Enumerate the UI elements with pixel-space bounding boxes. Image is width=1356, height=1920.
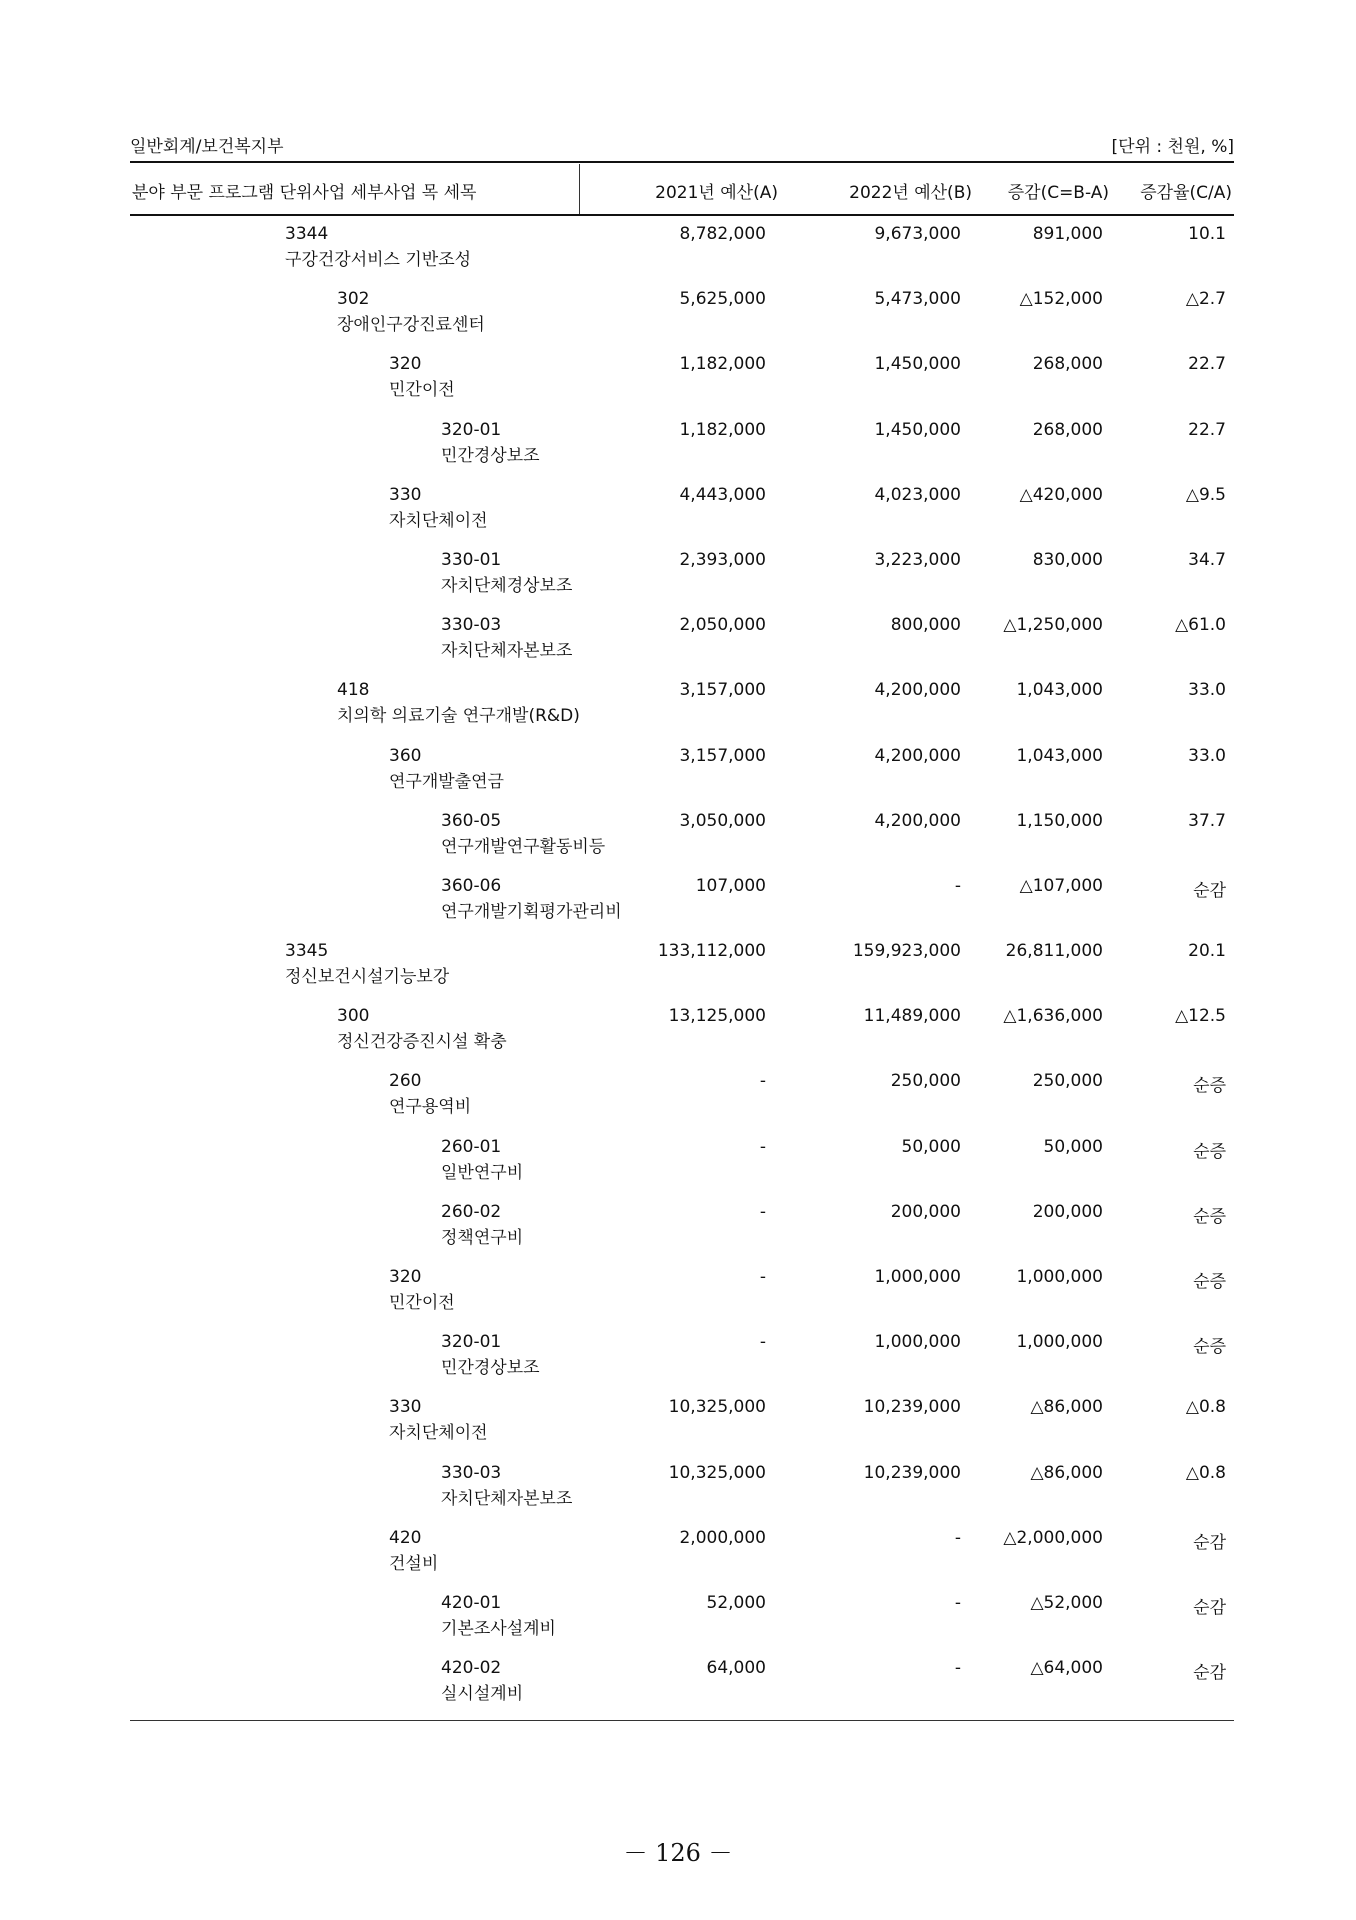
row-budget-2022: - xyxy=(954,1592,961,1613)
table-row xyxy=(130,1200,1234,1265)
table-row xyxy=(130,287,1234,352)
row-budget-2021: - xyxy=(759,1332,766,1353)
row-code: 330-03 xyxy=(441,1462,502,1483)
row-code: 418 xyxy=(337,680,370,701)
row-name: 일반연구비 xyxy=(441,1162,524,1183)
unit-label: [단위 : 천원, %] xyxy=(1111,137,1234,157)
row-budget-2021: 52,000 xyxy=(706,1592,766,1613)
row-rate: 순증 xyxy=(1193,1141,1226,1162)
table-row xyxy=(130,352,1234,417)
column-header-2021: 2021년 예산(A) xyxy=(655,183,778,203)
column-header-rate: 증감율(C/A) xyxy=(1140,183,1232,203)
row-diff: 1,000,000 xyxy=(1016,1267,1103,1287)
row-rate: 순감 xyxy=(1193,1597,1226,1618)
row-rate: 37.7 xyxy=(1188,810,1226,831)
row-rate: △0.8 xyxy=(1185,1397,1226,1418)
row-code: 320 xyxy=(389,1267,422,1287)
row-code: 320-01 xyxy=(441,419,502,440)
row-diff: △86,000 xyxy=(1030,1397,1103,1418)
row-name: 자치단체자본보조 xyxy=(441,641,573,662)
row-name: 자치단체이전 xyxy=(389,1423,488,1444)
row-diff: 50,000 xyxy=(1043,1136,1103,1157)
row-rate: 20.1 xyxy=(1188,941,1226,962)
row-budget-2021: 1,182,000 xyxy=(679,354,766,375)
table-row xyxy=(130,678,1234,743)
row-rate: 순감 xyxy=(1193,880,1226,901)
row-budget-2021: 3,157,000 xyxy=(679,745,766,766)
row-budget-2022: 159,923,000 xyxy=(852,941,961,962)
row-rate: 순증 xyxy=(1193,1206,1226,1227)
row-budget-2021: - xyxy=(759,1201,766,1222)
table-row xyxy=(130,1461,1234,1526)
row-budget-2021: 10,325,000 xyxy=(668,1397,766,1418)
row-diff: △1,250,000 xyxy=(1003,615,1103,636)
table-row xyxy=(130,1395,1234,1460)
row-name: 기본조사설계비 xyxy=(441,1618,556,1639)
row-diff: 268,000 xyxy=(1032,354,1103,375)
row-budget-2022: 4,200,000 xyxy=(874,810,961,831)
row-budget-2022: 3,223,000 xyxy=(874,549,961,570)
row-name: 실시설계비 xyxy=(441,1684,524,1705)
column-header-2022: 2022년 예산(B) xyxy=(849,183,972,203)
row-budget-2021: 1,182,000 xyxy=(679,419,766,440)
table-header xyxy=(130,164,1234,214)
row-budget-2021: 13,125,000 xyxy=(668,1006,766,1027)
column-header-structure: 분야 부문 프로그램 단위사업 세부사업 목 세목 xyxy=(132,183,477,203)
row-diff: △2,000,000 xyxy=(1003,1527,1103,1548)
row-rate: △0.8 xyxy=(1185,1462,1226,1483)
row-rate: 33.0 xyxy=(1188,680,1226,701)
row-code: 302 xyxy=(337,289,370,310)
row-budget-2021: - xyxy=(759,1267,766,1287)
row-budget-2021: 5,625,000 xyxy=(679,289,766,310)
row-budget-2022: 1,450,000 xyxy=(874,419,961,440)
row-name: 연구용역비 xyxy=(389,1097,472,1118)
table-row xyxy=(130,1069,1234,1134)
row-rate: 10.1 xyxy=(1188,224,1226,244)
row-name: 민간경상보조 xyxy=(441,445,540,466)
row-rate: 순증 xyxy=(1193,1272,1226,1292)
table-row xyxy=(130,1656,1234,1721)
row-budget-2021: - xyxy=(759,1071,766,1092)
row-budget-2022: 1,000,000 xyxy=(874,1267,961,1287)
row-budget-2022: 10,239,000 xyxy=(863,1397,961,1418)
row-rate: 22.7 xyxy=(1188,419,1226,440)
row-diff: △86,000 xyxy=(1030,1462,1103,1483)
row-diff: 26,811,000 xyxy=(1005,941,1103,962)
row-rate: △2.7 xyxy=(1185,289,1226,310)
row-rate: 순감 xyxy=(1193,1532,1226,1553)
row-budget-2021: 4,443,000 xyxy=(679,484,766,505)
row-rate: △9.5 xyxy=(1185,484,1226,505)
row-diff: △64,000 xyxy=(1030,1658,1103,1679)
row-budget-2022: 4,023,000 xyxy=(874,484,961,505)
row-rate: △61.0 xyxy=(1175,615,1226,636)
row-budget-2022: 250,000 xyxy=(890,1071,961,1092)
row-budget-2021: 10,325,000 xyxy=(668,1462,766,1483)
row-code: 320 xyxy=(389,354,422,375)
row-code: 260 xyxy=(389,1071,422,1092)
table-row xyxy=(130,1004,1234,1069)
row-diff: 1,150,000 xyxy=(1016,810,1103,831)
row-code: 260-01 xyxy=(441,1136,502,1157)
row-code: 330-01 xyxy=(441,549,502,570)
row-name: 구강건강서비스 기반조성 xyxy=(285,250,472,270)
row-budget-2021: 133,112,000 xyxy=(657,941,766,962)
row-code: 420-01 xyxy=(441,1592,502,1613)
row-budget-2022: - xyxy=(954,1527,961,1548)
breadcrumb: 일반회계/보건복지부 xyxy=(130,137,284,157)
row-diff: △420,000 xyxy=(1019,484,1103,505)
row-budget-2021: - xyxy=(759,1136,766,1157)
row-budget-2022: 4,200,000 xyxy=(874,680,961,701)
row-code: 3344 xyxy=(285,224,329,244)
row-code: 320-01 xyxy=(441,1332,502,1353)
row-diff: △107,000 xyxy=(1019,875,1103,896)
row-budget-2021: 2,393,000 xyxy=(679,549,766,570)
row-budget-2021: 107,000 xyxy=(695,875,766,896)
row-name: 정신건강증진시설 확충 xyxy=(337,1032,507,1053)
row-budget-2022: 800,000 xyxy=(890,615,961,636)
table-row xyxy=(130,1330,1234,1395)
row-budget-2022: - xyxy=(954,1658,961,1679)
row-code: 360-05 xyxy=(441,810,502,831)
row-name: 자치단체이전 xyxy=(389,510,488,531)
row-rate: 순증 xyxy=(1193,1337,1226,1358)
table-row xyxy=(130,1265,1234,1330)
table-bottom-rule xyxy=(130,1720,1234,1721)
row-rate: 22.7 xyxy=(1188,354,1226,375)
row-code: 330 xyxy=(389,484,422,505)
row-budget-2022: 1,450,000 xyxy=(874,354,961,375)
row-budget-2022: 11,489,000 xyxy=(863,1006,961,1027)
row-rate: 33.0 xyxy=(1188,745,1226,766)
row-diff: 250,000 xyxy=(1032,1071,1103,1092)
row-budget-2021: 8,782,000 xyxy=(679,224,766,244)
page-number: － 126 － xyxy=(623,1839,733,1867)
row-rate: 순증 xyxy=(1193,1076,1226,1097)
table-body xyxy=(130,222,1234,1721)
table-row xyxy=(130,744,1234,809)
row-name: 민간이전 xyxy=(389,1293,455,1313)
row-name: 치의학 의료기술 연구개발(R&D) xyxy=(337,706,580,727)
row-name: 정신보건시설기능보강 xyxy=(285,967,450,988)
table-row xyxy=(130,939,1234,1004)
row-code: 420-02 xyxy=(441,1658,502,1679)
row-budget-2022: 200,000 xyxy=(890,1201,961,1222)
row-budget-2022: - xyxy=(954,875,961,896)
table-row xyxy=(130,222,1234,287)
column-header-diff: 증감(C=B-A) xyxy=(1007,183,1109,203)
row-name: 민간경상보조 xyxy=(441,1358,540,1379)
row-budget-2022: 10,239,000 xyxy=(863,1462,961,1483)
table-row xyxy=(130,548,1234,613)
row-budget-2021: 3,050,000 xyxy=(679,810,766,831)
row-budget-2022: 5,473,000 xyxy=(874,289,961,310)
table-row xyxy=(130,1591,1234,1656)
row-name: 자치단체경상보조 xyxy=(441,575,573,596)
row-code: 260-02 xyxy=(441,1201,502,1222)
table-row xyxy=(130,809,1234,874)
row-diff: 1,043,000 xyxy=(1016,745,1103,766)
row-budget-2021: 64,000 xyxy=(706,1658,766,1679)
row-rate: 순감 xyxy=(1193,1663,1226,1684)
row-name: 건설비 xyxy=(389,1553,439,1574)
table-row xyxy=(130,1135,1234,1200)
row-diff: 1,000,000 xyxy=(1016,1332,1103,1353)
row-name: 연구개발기획평가관리비 xyxy=(441,901,622,922)
row-name: 연구개발연구활동비등 xyxy=(441,836,606,857)
row-code: 360-06 xyxy=(441,875,502,896)
row-diff: 200,000 xyxy=(1032,1201,1103,1222)
header-bottom-rule xyxy=(130,214,1234,216)
row-diff: △52,000 xyxy=(1030,1592,1103,1613)
row-diff: △1,636,000 xyxy=(1003,1006,1103,1027)
row-name: 장애인구강진료센터 xyxy=(337,315,485,336)
row-budget-2022: 4,200,000 xyxy=(874,745,961,766)
table-top-rule xyxy=(130,161,1234,163)
table-row xyxy=(130,1526,1234,1591)
row-diff: 268,000 xyxy=(1032,419,1103,440)
row-budget-2021: 2,050,000 xyxy=(679,615,766,636)
row-budget-2022: 50,000 xyxy=(901,1136,961,1157)
row-rate: △12.5 xyxy=(1175,1006,1226,1027)
column-divider xyxy=(579,164,580,214)
table-row xyxy=(130,483,1234,548)
table-row xyxy=(130,613,1234,678)
row-code: 360 xyxy=(389,745,422,766)
row-code: 330-03 xyxy=(441,615,502,636)
row-budget-2021: 2,000,000 xyxy=(679,1527,766,1548)
top-bar xyxy=(130,132,1234,158)
row-code: 300 xyxy=(337,1006,370,1027)
row-code: 3345 xyxy=(285,941,329,962)
row-name: 연구개발출연금 xyxy=(389,771,504,792)
row-rate: 34.7 xyxy=(1188,549,1226,570)
row-diff: △152,000 xyxy=(1019,289,1103,310)
row-name: 정책연구비 xyxy=(441,1227,524,1248)
row-diff: 830,000 xyxy=(1032,549,1103,570)
row-code: 420 xyxy=(389,1527,422,1548)
row-code: 330 xyxy=(389,1397,422,1418)
row-name: 자치단체자본보조 xyxy=(441,1488,573,1509)
row-diff: 1,043,000 xyxy=(1016,680,1103,701)
row-name: 민간이전 xyxy=(389,380,455,401)
row-budget-2022: 1,000,000 xyxy=(874,1332,961,1353)
row-budget-2022: 9,673,000 xyxy=(874,224,961,244)
row-diff: 891,000 xyxy=(1032,224,1103,244)
row-budget-2021: 3,157,000 xyxy=(679,680,766,701)
table-row xyxy=(130,874,1234,939)
table-row xyxy=(130,418,1234,483)
